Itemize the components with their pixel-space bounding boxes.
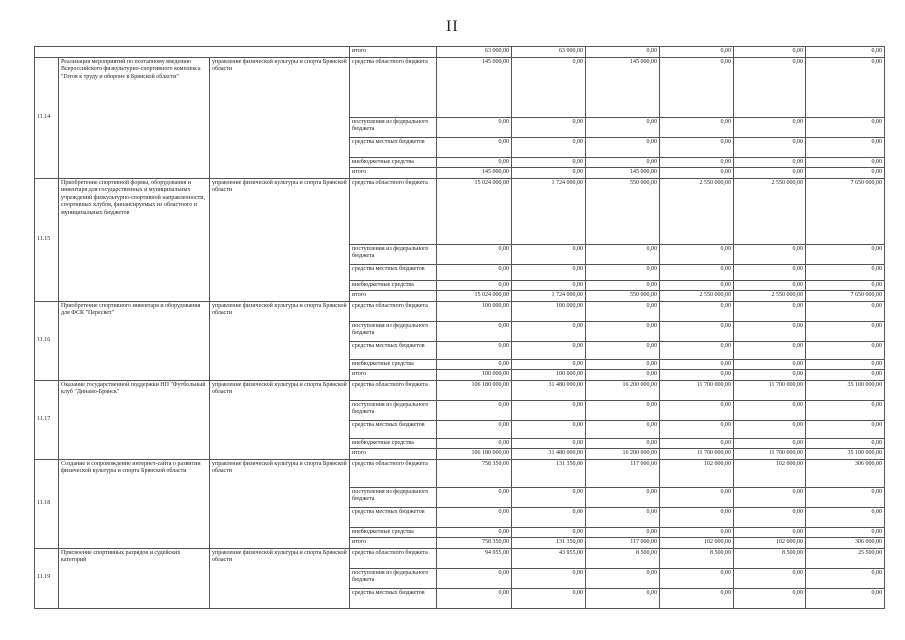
amount-cell: 0,00 [586,527,660,538]
amount-cell: 0,00 [660,301,734,321]
amount-cell: 102 000,00 [734,538,806,549]
amount-cell: 0,00 [512,359,586,370]
amount-cell: 0,00 [806,438,885,449]
amount-cell: 0,00 [734,168,806,179]
item-title: Присвоение спортивных разрядов и судейских категорий [59,548,210,608]
funding-source: итого [350,291,437,302]
amount-cell: 0,00 [512,507,586,527]
funding-source: средства областного бюджета [350,178,437,244]
funding-source: поступления из федерального бюджета [350,244,437,264]
amount-cell: 306 000,00 [806,459,885,487]
item-executor: управление физической культуры и спорта Брянской области [210,380,350,459]
amount-cell: 15 024 000,00 [437,178,512,244]
funding-source: итого [350,449,437,460]
amount-cell: 0,00 [512,420,586,438]
funding-source: средства областного бюджета [350,301,437,321]
amount-cell: 106 180 000,00 [437,449,512,460]
amount-cell: 0,00 [586,157,660,168]
blank-cell [35,47,350,58]
amount-cell: 0,00 [806,400,885,420]
amount-cell: 0,00 [586,244,660,264]
amount-cell: 0,00 [734,359,806,370]
amount-cell: 16 200 000,00 [586,449,660,460]
amount-cell: 0,00 [806,264,885,280]
amount-cell: 0,00 [586,438,660,449]
amount-cell: 0,00 [734,244,806,264]
table-row [35,301,885,321]
amount-cell: 100 000,00 [437,370,512,381]
amount-cell: 16 200 000,00 [586,380,660,400]
amount-cell: 0,00 [734,47,806,58]
amount-cell: 0,00 [734,568,806,588]
funding-source: поступления из федерального бюджета [350,487,437,507]
amount-cell: 0,00 [437,507,512,527]
amount-cell: 0,00 [512,168,586,179]
amount-cell: 0,00 [660,137,734,157]
amount-cell: 0,00 [660,244,734,264]
amount-cell: 0,00 [734,370,806,381]
amount-cell: 0,00 [806,341,885,359]
amount-cell: 31 480 000,00 [512,380,586,400]
amount-cell: 0,00 [660,507,734,527]
amount-cell: 0,00 [660,438,734,449]
amount-cell: 2 550 000,00 [660,291,734,302]
amount-cell: 0,00 [806,359,885,370]
amount-cell: 0,00 [660,487,734,507]
amount-cell: 100 000,00 [437,301,512,321]
funding-source: средства местных бюджетов [350,420,437,438]
amount-cell: 0,00 [512,568,586,588]
funding-source: внебюджетные средства [350,359,437,370]
amount-cell: 0,00 [734,420,806,438]
amount-cell: 131 350,00 [512,459,586,487]
amount-cell: 0,00 [437,117,512,137]
amount-cell: 0,00 [586,301,660,321]
amount-cell: 0,00 [512,438,586,449]
amount-cell: 0,00 [437,280,512,291]
amount-cell: 0,00 [437,137,512,157]
amount-cell: 145 000,00 [437,168,512,179]
amount-cell: 0,00 [586,420,660,438]
amount-cell: 0,00 [512,244,586,264]
amount-cell: 145 000,00 [437,57,512,117]
amount-cell: 106 180 000,00 [437,380,512,400]
item-executor: управление физической культуры и спорта Брянской области [210,57,350,178]
item-title: Оказание государственной поддержки НП "Футбольный клуб "Динамо-Брянск" [59,380,210,459]
amount-cell: 0,00 [512,341,586,359]
item-executor: управление физической культуры и спорта Брянской области [210,301,350,380]
funding-source: средства областного бюджета [350,459,437,487]
table-row [35,380,885,400]
amount-cell: 0,00 [734,507,806,527]
funding-source: средства местных бюджетов [350,137,437,157]
funding-source: внебюджетные средства [350,438,437,449]
amount-cell: 0,00 [734,280,806,291]
amount-cell: 131 350,00 [512,538,586,549]
amount-cell: 0,00 [734,321,806,341]
amount-cell: 0,00 [734,137,806,157]
amount-cell: 0,00 [734,301,806,321]
amount-cell: 63 000,00 [512,47,586,58]
amount-cell: 100 000,00 [512,301,586,321]
amount-cell: 0,00 [734,588,806,608]
amount-cell: 7 650 000,00 [806,178,885,244]
amount-cell: 145 000,00 [586,57,660,117]
amount-cell: 0,00 [512,400,586,420]
funding-source: поступления из федерального бюджета [350,321,437,341]
amount-cell: 0,00 [806,117,885,137]
amount-cell: 102 000,00 [660,459,734,487]
item-number: 11.18 [35,459,59,548]
amount-cell: 0,00 [806,527,885,538]
amount-cell: 0,00 [437,527,512,538]
page-number: II [446,18,459,35]
amount-cell: 0,00 [512,264,586,280]
funding-source: средства областного бюджета [350,380,437,400]
amount-cell: 0,00 [806,568,885,588]
amount-cell: 102 000,00 [734,459,806,487]
amount-cell: 94 955,00 [437,548,512,568]
amount-cell: 0,00 [660,370,734,381]
item-number: 11.14 [35,57,59,178]
amount-cell: 15 024 000,00 [437,291,512,302]
amount-cell: 0,00 [437,420,512,438]
amount-cell: 145 000,00 [586,168,660,179]
amount-cell: 0,00 [586,507,660,527]
amount-cell: 1 724 000,00 [512,178,586,244]
amount-cell: 11 700 000,00 [734,449,806,460]
amount-cell: 758 350,00 [437,459,512,487]
amount-cell: 0,00 [806,321,885,341]
funding-source: итого [350,538,437,549]
amount-cell: 0,00 [734,341,806,359]
amount-cell: 0,00 [734,264,806,280]
funding-source: средства местных бюджетов [350,588,437,608]
amount-cell: 758 350,00 [437,538,512,549]
amount-cell: 0,00 [437,244,512,264]
amount-cell: 0,00 [660,588,734,608]
item-number: 11.19 [35,548,59,608]
amount-cell: 0,00 [806,507,885,527]
amount-cell: 0,00 [437,400,512,420]
amount-cell: 0,00 [437,438,512,449]
amount-cell: 550 000,00 [586,178,660,244]
amount-cell: 102 000,00 [660,538,734,549]
amount-cell: 0,00 [806,301,885,321]
amount-cell: 31 480 000,00 [512,449,586,460]
amount-cell: 0,00 [660,168,734,179]
amount-cell: 0,00 [660,400,734,420]
funding-source: поступления из федерального бюджета [350,568,437,588]
funding-source: поступления из федерального бюджета [350,117,437,137]
amount-cell: 0,00 [660,321,734,341]
amount-cell: 0,00 [586,400,660,420]
amount-cell: 35 100 000,00 [806,380,885,400]
funding-source: внебюджетные средства [350,157,437,168]
amount-cell: 0,00 [734,57,806,117]
amount-cell: 8 500,00 [734,548,806,568]
item-title: Приобретение спортивной формы, оборудования и инвентаря для государственных и муниципальных учреждений физкультурно-спортивной направленности, спортивных клубов, финансируемых из областного и муниципальных бюджетов [59,178,210,301]
amount-cell: 0,00 [586,280,660,291]
item-title: Приобретение спортивного инвентаря и оборудования для ФСК "Пересвет" [59,301,210,380]
amount-cell: 0,00 [734,400,806,420]
amount-cell: 0,00 [586,117,660,137]
amount-cell: 0,00 [734,157,806,168]
amount-cell: 550 000,00 [586,291,660,302]
amount-cell: 0,00 [437,321,512,341]
amount-cell: 0,00 [512,117,586,137]
amount-cell: 0,00 [586,341,660,359]
amount-cell: 7 650 000,00 [806,291,885,302]
amount-cell: 0,00 [660,57,734,117]
amount-cell: 0,00 [734,487,806,507]
amount-cell: 0,00 [660,157,734,168]
budget-table [34,46,885,609]
amount-cell: 25 500,00 [806,548,885,568]
amount-cell: 11 700 000,00 [660,380,734,400]
amount-cell: 0,00 [806,280,885,291]
funding-source: средства областного бюджета [350,548,437,568]
amount-cell: 0,00 [806,487,885,507]
table-row [35,548,885,568]
amount-cell: 0,00 [806,57,885,117]
amount-cell: 0,00 [806,244,885,264]
amount-cell: 63 000,00 [437,47,512,58]
table-row [35,459,885,487]
item-title: Создание и сопровождение интернет-сайта о развитии физической культуры и спорта Брянской области [59,459,210,548]
amount-cell: 0,00 [512,137,586,157]
amount-cell: 2 550 000,00 [660,178,734,244]
amount-cell: 0,00 [660,527,734,538]
amount-cell: 100 000,00 [512,370,586,381]
amount-cell: 35 100 000,00 [806,449,885,460]
amount-cell: 0,00 [586,359,660,370]
amount-cell: 0,00 [437,157,512,168]
amount-cell: 0,00 [586,568,660,588]
item-title: Реализация мероприятий по поэтапному введению Всероссийского физкультурно-спортивного комплекса "Готов к труду и обороне в Брянской области" [59,57,210,178]
amount-cell: 8 500,00 [660,548,734,568]
amount-cell: 0,00 [660,359,734,370]
table-row [35,47,885,58]
amount-cell: 0,00 [586,487,660,507]
amount-cell: 0,00 [734,438,806,449]
item-executor: управление физической культуры и спорта Брянской области [210,548,350,608]
amount-cell: 0,00 [586,47,660,58]
amount-cell: 117 000,00 [586,459,660,487]
item-number: 11.15 [35,178,59,301]
funding-source: средства областного бюджета [350,57,437,117]
amount-cell: 0,00 [660,117,734,137]
item-executor: управление физической культуры и спорта Брянской области [210,178,350,301]
amount-cell: 0,00 [806,370,885,381]
amount-cell: 0,00 [734,117,806,137]
item-executor: управление физической культуры и спорта Брянской области [210,459,350,548]
amount-cell: 0,00 [586,370,660,381]
funding-source: внебюджетные средства [350,527,437,538]
table-row [35,57,885,117]
item-number: 11.16 [35,301,59,380]
funding-source: средства местных бюджетов [350,264,437,280]
amount-cell: 0,00 [437,568,512,588]
amount-cell: 0,00 [512,321,586,341]
amount-cell: 11 700 000,00 [660,449,734,460]
amount-cell: 2 550 000,00 [734,291,806,302]
funding-source: средства местных бюджетов [350,507,437,527]
amount-cell: 0,00 [806,420,885,438]
funding-source: итого [350,47,437,58]
item-number: 11.17 [35,380,59,459]
amount-cell: 0,00 [437,487,512,507]
funding-source: поступления из федерального бюджета [350,400,437,420]
amount-cell: 0,00 [512,280,586,291]
amount-cell: 0,00 [660,341,734,359]
amount-cell: 0,00 [734,527,806,538]
amount-cell: 0,00 [806,137,885,157]
amount-cell: 0,00 [437,588,512,608]
amount-cell: 117 000,00 [586,538,660,549]
amount-cell: 0,00 [586,321,660,341]
amount-cell: 8 500,00 [586,548,660,568]
amount-cell: 43 955,00 [512,548,586,568]
amount-cell: 11 700 000,00 [734,380,806,400]
amount-cell: 0,00 [660,568,734,588]
amount-cell: 0,00 [660,280,734,291]
amount-cell: 0,00 [437,341,512,359]
amount-cell: 0,00 [512,57,586,117]
amount-cell: 0,00 [512,527,586,538]
funding-source: внебюджетные средства [350,280,437,291]
amount-cell: 0,00 [437,264,512,280]
funding-source: итого [350,168,437,179]
amount-cell: 0,00 [437,359,512,370]
funding-source: итого [350,370,437,381]
amount-cell: 0,00 [512,588,586,608]
funding-source: средства местных бюджетов [350,341,437,359]
amount-cell: 0,00 [806,47,885,58]
amount-cell: 0,00 [806,588,885,608]
amount-cell: 0,00 [586,137,660,157]
amount-cell: 0,00 [512,157,586,168]
amount-cell: 0,00 [806,157,885,168]
amount-cell: 0,00 [660,47,734,58]
amount-cell: 1 724 000,00 [512,291,586,302]
amount-cell: 0,00 [586,588,660,608]
amount-cell: 0,00 [806,168,885,179]
amount-cell: 0,00 [512,487,586,507]
amount-cell: 0,00 [660,264,734,280]
table-row [35,178,885,244]
amount-cell: 2 550 000,00 [734,178,806,244]
amount-cell: 0,00 [586,264,660,280]
amount-cell: 0,00 [660,420,734,438]
amount-cell: 306 000,00 [806,538,885,549]
